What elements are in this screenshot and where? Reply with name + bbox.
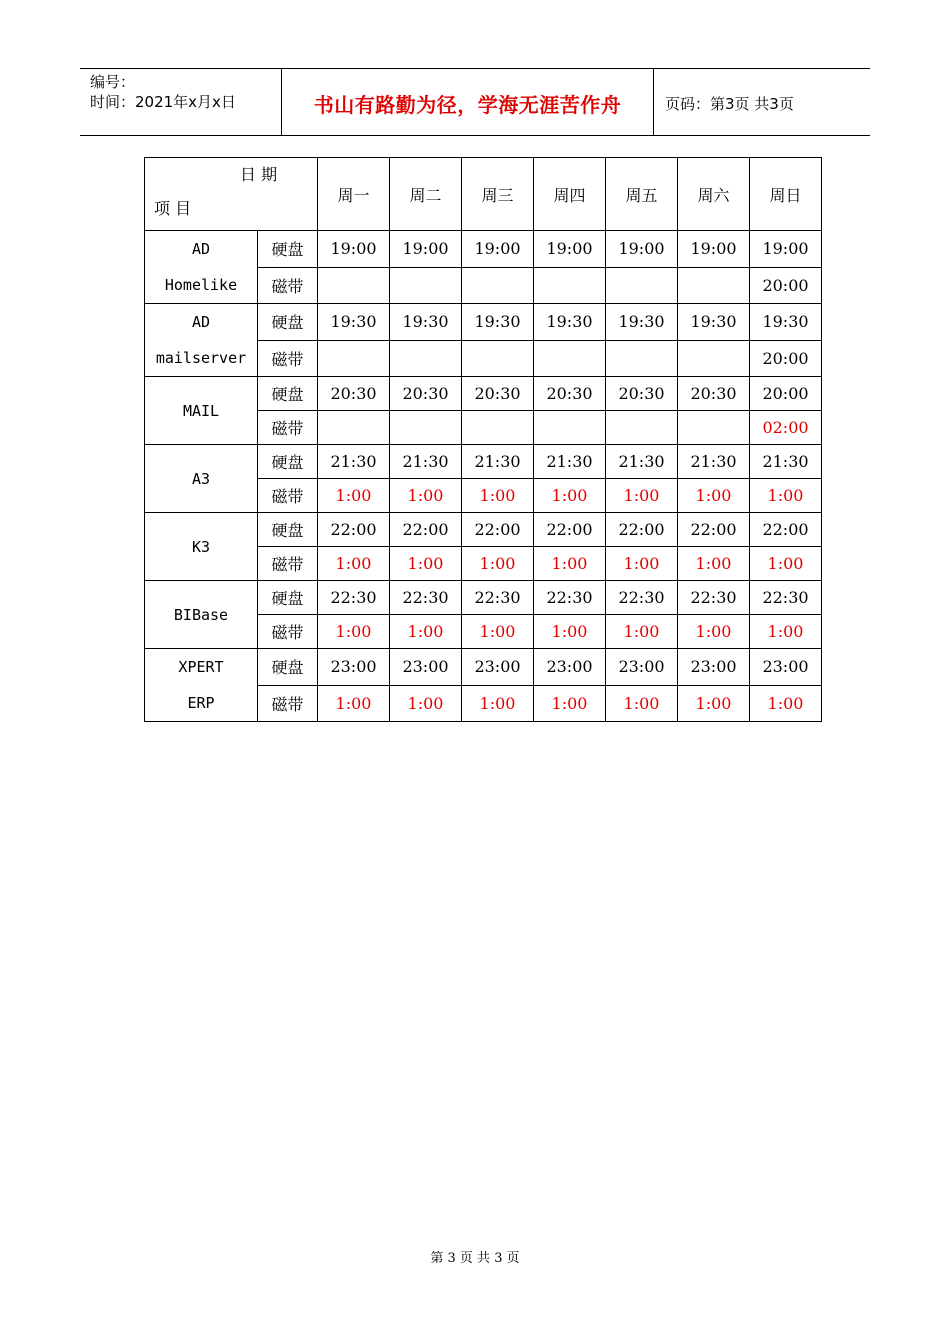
table-row bbox=[145, 231, 822, 268]
schedule-time-cell: 23:00 bbox=[606, 649, 678, 686]
schedule-time-cell: 1:00 bbox=[606, 615, 678, 649]
header-divider bbox=[653, 69, 654, 136]
schedule-time-cell: 19:00 bbox=[462, 231, 534, 268]
schedule-time-cell: 20:00 bbox=[750, 340, 822, 377]
table-row bbox=[145, 377, 822, 411]
schedule-time-cell: 22:00 bbox=[678, 513, 750, 547]
schedule-time-cell: 22:30 bbox=[606, 581, 678, 615]
schedule-time-cell: 19:30 bbox=[534, 304, 606, 341]
backup-type-tape: 磁带 bbox=[258, 340, 318, 377]
schedule-time-cell: 22:00 bbox=[534, 513, 606, 547]
schedule-time-cell: 19:00 bbox=[678, 231, 750, 268]
schedule-time-cell: 23:00 bbox=[462, 649, 534, 686]
schedule-time-cell: 1:00 bbox=[462, 615, 534, 649]
day-header: 周二 bbox=[390, 158, 462, 231]
table-row bbox=[145, 581, 822, 615]
schedule-time-cell: 1:00 bbox=[678, 479, 750, 513]
schedule-time-cell: 1:00 bbox=[678, 547, 750, 581]
header-page-info: 页码：第3页 共3页 bbox=[665, 95, 794, 113]
project-name-line: mailserver bbox=[155, 349, 247, 367]
schedule-time-cell: 02:00 bbox=[750, 411, 822, 445]
schedule-time-cell bbox=[318, 340, 390, 377]
schedule-time-cell: 1:00 bbox=[534, 547, 606, 581]
backup-type-tape: 磁带 bbox=[258, 685, 318, 722]
schedule-time-cell bbox=[462, 267, 534, 304]
schedule-time-cell: 1:00 bbox=[390, 479, 462, 513]
schedule-time-cell: 21:30 bbox=[390, 445, 462, 479]
schedule-time-cell: 1:00 bbox=[606, 685, 678, 722]
schedule-time-cell: 19:00 bbox=[534, 231, 606, 268]
day-header: 周一 bbox=[318, 158, 390, 231]
schedule-time-cell: 21:30 bbox=[534, 445, 606, 479]
table-row bbox=[145, 304, 822, 341]
schedule-time-cell: 21:30 bbox=[318, 445, 390, 479]
schedule-time-cell: 22:30 bbox=[750, 581, 822, 615]
schedule-time-cell: 1:00 bbox=[462, 685, 534, 722]
schedule-time-cell: 23:00 bbox=[318, 649, 390, 686]
project-name-line: Homelike bbox=[164, 276, 238, 294]
project-name-cell bbox=[145, 513, 258, 581]
schedule-time-cell: 20:30 bbox=[390, 377, 462, 411]
schedule-time-cell: 22:30 bbox=[462, 581, 534, 615]
schedule-time-cell: 1:00 bbox=[678, 685, 750, 722]
backup-type-disk: 硬盘 bbox=[258, 231, 318, 268]
schedule-time-cell: 20:30 bbox=[606, 377, 678, 411]
schedule-time-cell: 23:00 bbox=[534, 649, 606, 686]
schedule-time-cell: 1:00 bbox=[534, 685, 606, 722]
schedule-time-cell: 1:00 bbox=[534, 479, 606, 513]
backup-type-disk: 硬盘 bbox=[258, 581, 318, 615]
document-time-label: 时间：2021年x月x日 bbox=[90, 93, 236, 111]
schedule-time-cell: 1:00 bbox=[534, 615, 606, 649]
schedule-time-cell: 1:00 bbox=[462, 547, 534, 581]
schedule-time-cell: 1:00 bbox=[318, 685, 390, 722]
table-row bbox=[145, 513, 822, 547]
schedule-time-cell bbox=[390, 411, 462, 445]
schedule-time-cell: 1:00 bbox=[318, 479, 390, 513]
document-number-label: 编号： bbox=[90, 73, 136, 91]
schedule-time-cell bbox=[606, 411, 678, 445]
schedule-time-cell: 22:00 bbox=[750, 513, 822, 547]
corner-item-label: 项 目 bbox=[154, 199, 192, 218]
schedule-time-cell: 22:30 bbox=[678, 581, 750, 615]
schedule-time-cell: 22:00 bbox=[390, 513, 462, 547]
schedule-time-cell: 22:30 bbox=[390, 581, 462, 615]
project-name-line: K3 bbox=[191, 537, 211, 556]
schedule-time-cell bbox=[678, 411, 750, 445]
table-row bbox=[145, 445, 822, 479]
schedule-time-cell: 21:30 bbox=[750, 445, 822, 479]
project-name-cell bbox=[145, 445, 258, 513]
backup-type-tape: 磁带 bbox=[258, 615, 318, 649]
project-name-cell bbox=[145, 304, 258, 377]
schedule-time-cell: 1:00 bbox=[318, 615, 390, 649]
schedule-time-cell: 20:00 bbox=[750, 377, 822, 411]
schedule-time-cell: 22:00 bbox=[318, 513, 390, 547]
schedule-time-cell bbox=[534, 267, 606, 304]
schedule-time-cell: 1:00 bbox=[750, 615, 822, 649]
project-name-cell bbox=[145, 231, 258, 304]
backup-type-tape: 磁带 bbox=[258, 479, 318, 513]
table-header-row bbox=[145, 158, 822, 231]
schedule-time-cell bbox=[318, 411, 390, 445]
schedule-time-cell: 1:00 bbox=[750, 547, 822, 581]
schedule-time-cell bbox=[318, 267, 390, 304]
day-header: 周三 bbox=[462, 158, 534, 231]
backup-schedule-table bbox=[144, 157, 822, 722]
schedule-time-cell: 1:00 bbox=[606, 479, 678, 513]
schedule-time-cell: 20:00 bbox=[750, 267, 822, 304]
schedule-time-cell: 23:00 bbox=[390, 649, 462, 686]
schedule-time-cell: 1:00 bbox=[390, 547, 462, 581]
schedule-time-cell bbox=[606, 267, 678, 304]
backup-type-tape: 磁带 bbox=[258, 547, 318, 581]
schedule-time-cell bbox=[534, 340, 606, 377]
project-name-line: AD bbox=[191, 313, 211, 331]
schedule-time-cell: 1:00 bbox=[750, 479, 822, 513]
schedule-time-cell: 1:00 bbox=[750, 685, 822, 722]
backup-type-disk: 硬盘 bbox=[258, 445, 318, 479]
schedule-time-cell bbox=[678, 267, 750, 304]
schedule-time-cell: 20:30 bbox=[678, 377, 750, 411]
project-name-line: A3 bbox=[191, 469, 211, 488]
schedule-time-cell: 21:30 bbox=[606, 445, 678, 479]
backup-type-disk: 硬盘 bbox=[258, 513, 318, 547]
schedule-time-cell bbox=[534, 411, 606, 445]
day-header: 周四 bbox=[534, 158, 606, 231]
schedule-time-cell bbox=[678, 340, 750, 377]
schedule-time-cell: 22:00 bbox=[606, 513, 678, 547]
day-header: 周五 bbox=[606, 158, 678, 231]
schedule-time-cell: 19:00 bbox=[750, 231, 822, 268]
schedule-time-cell: 19:00 bbox=[390, 231, 462, 268]
schedule-time-cell: 20:30 bbox=[462, 377, 534, 411]
schedule-time-cell: 23:00 bbox=[750, 649, 822, 686]
header-motto: 书山有路勤为径，学海无涯苦作舟 bbox=[313, 93, 622, 117]
schedule-time-cell bbox=[462, 411, 534, 445]
header-meta bbox=[90, 72, 236, 112]
schedule-time-cell: 1:00 bbox=[390, 615, 462, 649]
backup-type-disk: 硬盘 bbox=[258, 304, 318, 341]
schedule-time-cell: 20:30 bbox=[534, 377, 606, 411]
schedule-time-cell: 19:30 bbox=[750, 304, 822, 341]
schedule-time-cell: 19:30 bbox=[462, 304, 534, 341]
schedule-time-cell: 19:00 bbox=[606, 231, 678, 268]
schedule-time-cell bbox=[390, 267, 462, 304]
backup-type-tape: 磁带 bbox=[258, 411, 318, 445]
schedule-time-cell bbox=[606, 340, 678, 377]
project-name-line: ERP bbox=[187, 694, 215, 712]
schedule-time-cell: 1:00 bbox=[318, 547, 390, 581]
project-name-cell bbox=[145, 377, 258, 445]
project-name-line: XPERT bbox=[178, 658, 224, 676]
schedule-time-cell: 1:00 bbox=[462, 479, 534, 513]
backup-type-tape: 磁带 bbox=[258, 267, 318, 304]
schedule-time-cell: 22:30 bbox=[534, 581, 606, 615]
schedule-time-cell: 1:00 bbox=[606, 547, 678, 581]
backup-type-disk: 硬盘 bbox=[258, 649, 318, 686]
project-name-line: AD bbox=[191, 240, 211, 258]
page-header bbox=[80, 68, 870, 136]
day-header: 周六 bbox=[678, 158, 750, 231]
schedule-time-cell: 21:30 bbox=[462, 445, 534, 479]
schedule-time-cell: 22:00 bbox=[462, 513, 534, 547]
schedule-time-cell bbox=[462, 340, 534, 377]
schedule-time-cell: 19:30 bbox=[678, 304, 750, 341]
schedule-time-cell: 19:30 bbox=[606, 304, 678, 341]
schedule-time-cell: 19:00 bbox=[318, 231, 390, 268]
project-name-line: BIBase bbox=[173, 605, 229, 624]
schedule-time-cell: 21:30 bbox=[678, 445, 750, 479]
page-footer: 第 3 页 共 3 页 bbox=[430, 1251, 520, 1266]
schedule-time-cell: 20:30 bbox=[318, 377, 390, 411]
schedule-time-cell: 1:00 bbox=[390, 685, 462, 722]
day-header: 周日 bbox=[750, 158, 822, 231]
schedule-time-cell bbox=[390, 340, 462, 377]
project-name-line: MAIL bbox=[182, 401, 220, 420]
project-name-cell bbox=[145, 649, 258, 722]
corner-cell bbox=[145, 158, 318, 231]
corner-date-label: 日 期 bbox=[240, 165, 278, 184]
table-row bbox=[145, 649, 822, 686]
schedule-time-cell: 19:30 bbox=[318, 304, 390, 341]
schedule-time-cell: 19:30 bbox=[390, 304, 462, 341]
schedule-time-cell: 23:00 bbox=[678, 649, 750, 686]
project-name-cell bbox=[145, 581, 258, 649]
schedule-time-cell: 1:00 bbox=[678, 615, 750, 649]
schedule-time-cell: 22:30 bbox=[318, 581, 390, 615]
backup-type-disk: 硬盘 bbox=[258, 377, 318, 411]
